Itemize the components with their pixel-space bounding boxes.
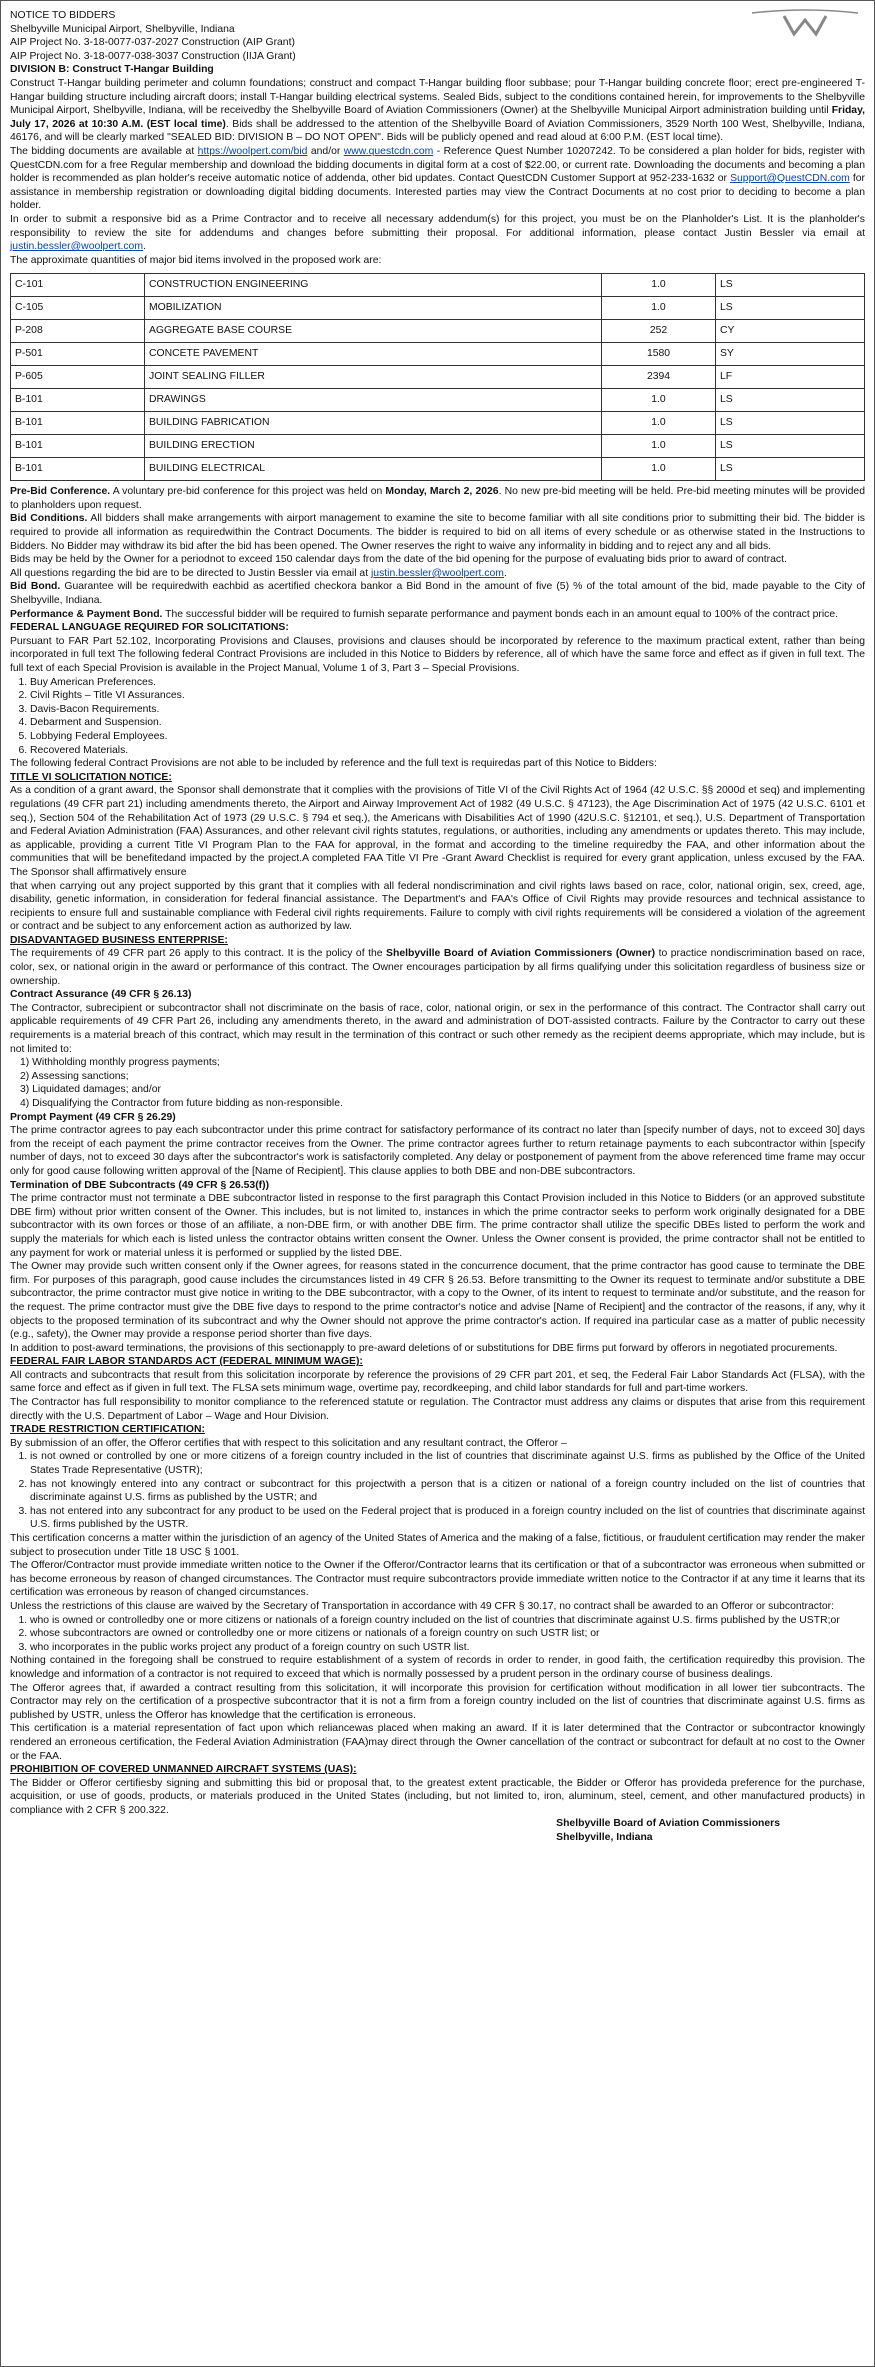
bid-hold-paragraph: Bids may be held by the Owner for a periodnot to exceed 150 calendar days from the date of the bid opening for the purpose of evaluating bids prior to award of contract. [10, 554, 787, 566]
bid-conditions-paragraph: Bid Conditions. All bidders shall make arrangements with airport management to examine the site to become familiar with all site conditions prior to submitting their bid. The bidder is required to provide all information as requiredwithin the Contract Documents. The bidder is required to bid on all items of every schedule or as otherwise stated in the Instructions to Bidders. No Bidder may withdraw its bid after the bid has been opened. The Owner reserves the right to waive any informality in bidding and to reject any and all bids. [10, 513, 865, 552]
questions-paragraph: All questions regarding the bid are to be directed to Justin Bessler via email at justin.bessler@woolpert.com. [10, 567, 507, 579]
item-description-cell: DRAWINGS [145, 389, 602, 412]
federal-paragraph-2: The following federal Contract Provisions are not able to be included by reference and the full text is requiredas part of this Notice to Bidders: [10, 758, 657, 770]
item-description-cell: CONSTRUCTION ENGINEERING [145, 274, 602, 297]
federal-heading: FEDERAL LANGUAGE REQUIRED FOR SOLICITATIONS: [10, 622, 289, 634]
intro-paragraph-3: In order to submit a responsive bid as a Prime Contractor and to receive all necessary addendum(s) for this project, you must be on the Planholder's List. It is the planholder's responsibility to review the site for addendums and changes before submitting their proposal. For additional information, please contact Justin Bessler via email at justin.bessler@woolpert.com. [10, 213, 865, 253]
item-unit-cell: LF [716, 366, 865, 389]
contract-assurance-paragraph: The Contractor, subrecipient or subcontractor shall not discriminate on the basis of race, color, national origin, or sex in the performance of this contract. The Contractor shall carry out applicable requirements of 49 CFR Part 26, including any amendments thereto, in the award and administration of DOT-assisted contracts. Failure by the Contractor to carry out these requirements is a material breach of this contract, which may result in the termination of this contract or such other remedy as the recipient deems appropriate, which may include, but is not limited to: [10, 1002, 865, 1055]
termination-paragraph-2: The Owner may provide such written consent only if the Owner agrees, for reasons stated in the concurrence document, that the prime contractor has good cause to terminate the DBE firm. For purposes of this paragraph, good cause includes the circumstances listed in 49 CFR § 26.53. Before transmitting to the Owner its request to terminate and/or substitute a DBE subcontractor, the prime contractor must give notice in writing to the DBE subcontractor, with a copy to the Owner, of its intent to request to terminate and/or substitute, and the reason for the request. The prime contractor must give the DBE five days to respond to the prime contractor's notice and advise [Name of Recipient] and the contractor of the reasons, if any, why it objects to the proposed termination of its subcontract and why the Owner should not approve the prime contractor's action. If required ina particular case as a matter of public necessity (e.g., safety), the Owner may provide a response period shorter than five days. [10, 1261, 865, 1341]
list-item: 3. Davis-Bacon Requirements. [30, 703, 865, 717]
trade-certification-list [10, 1450, 865, 1532]
trade-paragraph-2: This certification concerns a matter within the jurisdiction of an agency of the United States of America and the making of a false, fictitious, or fraudulent certification may render the maker subject to prosecution under Title 18 USC § 1001. [10, 1533, 865, 1558]
termination-heading: Termination of DBE Subcontracts (49 CFR § 26.53(f)) [10, 1179, 270, 1191]
list-item: 1. is not owned or controlled by one or more citizens of a foreign country included in the list of countries that discriminate against U.S. firms as published by the Office of the United States Trade Representative (USTR); [30, 1450, 865, 1477]
header-title: NOTICE TO BIDDERS [10, 10, 116, 21]
item-description-cell: BUILDING ELECTRICAL [145, 458, 602, 481]
table-row [11, 458, 865, 481]
header-location: Shelbyville Municipal Airport, Shelbyville, Indiana [10, 23, 235, 35]
prebid-paragraph: Pre-Bid Conference. A voluntary pre-bid conference for this project was held on Monday, March 2, 2026. No new pre-bid meeting will be held. Pre-bid meeting minutes will be provided to planholders upon request. [10, 486, 865, 511]
questcdn-link[interactable]: www.questcdn.com [343, 145, 434, 157]
trade-paragraph-5: Nothing contained in the foregoing shall be construed to require establishment of a system of records in order to render, in good faith, the certification requiredby this provision. The knowledge and information of a contractor is not required to exceed that which is normally possessed by a prudent person in the ordinary course of business dealings. [10, 1655, 865, 1680]
table-row [11, 343, 865, 366]
item-description-cell: AGGREGATE BASE COURSE [145, 320, 602, 343]
bid-bond-paragraph: Bid Bond. Guarantee will be requiredwith eachbid as acertified checkora bankor a Bid Bond in the amount of five (5) % of the total amount of the bid, made payable to the City of Shelbyville, Indiana. [10, 581, 866, 607]
table-row [11, 435, 865, 458]
title-vi-paragraph-2: that when carrying out any project supported by this grant that it complies with all federal nondiscrimination and civil rights laws based on race, color, national origin, sex, creed, age, disability, genetic information, in consideration for federal financial assistance. The Department's and FAA's Office of Civil Rights may provide resources and technical assistance to recipients to ensure full and sustainable compliance with Federal civil rights requirements. Failure to comply with civil rights requirements will be considered a violation of the agreement or contract and be subject to any enforcement action as authorized by law. [10, 880, 865, 933]
item-code-cell: C-105 [11, 297, 145, 320]
intro-paragraph-1: Construct T-Hangar building perimeter and column foundations; construct and compact T-Hangar building floor subbase; pour T-Hangar building concrete floor; erect pre-engineered T-Hangar building structure including aircraft doors; install T-Hangar building electrical systems. Sealed Bids, subject to the conditions contained herein, for improvements to the Shelbyville Municipal Airport, Shelbyville, Indiana, will be receivedby the Shelbyville Board of Aviation Commissioners (Owner) at the Shelbyville Municipal Airport administration building until Friday, July 17, 2026 at 10:30 A.M. (EST local time). Bids shall be addressed to the attention of the Shelbyville Board of Aviation Commissioners, 3529 North 100 West, Shelbyville, Indiana, 46176, and will be clearly marked "SEALED BID: DIVISION B – DO NOT OPEN". Bids will be publicly opened and read aloud at 6:00 P.M. (EST local time). [10, 77, 865, 144]
trade-paragraph-6: The Offeror agrees that, if awarded a contract resulting from this solicitation, it will incorporate this provision for certification without modification in all lower tier subcontracts. The Contractor may rely on the certification of a prospective subcontractor that it is not a firm from a foreign country included on the list of countries that discriminate against U.S. firms as published by USTR, unless the Offeror has knowledge that the certification is erroneous. [10, 1682, 865, 1721]
item-unit-cell: LS [716, 274, 865, 297]
item-code-cell: B-101 [11, 412, 145, 435]
trade-paragraph-7: This certification is a material representation of fact upon which reliancewas placed when making an award. If it is later determined that the Contractor or subcontractor knowingly rendered an erroneous certification, the Federal Aviation Administration (FAA)may direct through the Owner cancellation of the contract or subcontract for default at no cost to the Owner or the FAA. [10, 1723, 865, 1762]
item-description-cell: CONCETE PAVEMENT [145, 343, 602, 366]
item-quantity-cell: 1.0 [602, 274, 716, 297]
intro-paragraph-4: The approximate quantities of major bid items involved in the proposed work are: [10, 254, 382, 266]
uas-paragraph: The Bidder or Offeror certifiesby signing and submitting this bid or proposal that, to the greatest extent practicable, the Bidder or Offeror has provideda preference for the purchase, acquisition, or use of goods, products, or materials produced in the United States (including, but not limited to, iron, aluminum, steel, cement, and other manufactured products) in compliance with 2 CFR § 200.322. [10, 1777, 865, 1816]
item-quantity-cell: 2394 [602, 366, 716, 389]
questcdn-support-email[interactable]: Support@QuestCDN.com [730, 173, 850, 185]
flsa-paragraph-1: All contracts and subcontracts that result from this solicitation incorporate by reference the provisions of 29 CFR part 201, et seq, the Federal Fair Labor Standards Act (FLSA), with the same force and effect as if given in full text. The FLSA sets minimum wage, overtime pay, recordkeeping, and child labor standards for full and part-time workers. [10, 1369, 865, 1395]
item-description-cell: JOINT SEALING FILLER [145, 366, 602, 389]
item-quantity-cell: 1.0 [602, 389, 716, 412]
intro-paragraph-2: The bidding documents are available at https://woolpert.com/bid and/or www.questcdn.com - Reference Quest Number 10207242. To be considered a plan holder for bids, register with QuestCDN.com for a free Regular membership and download the bidding documents in digital form at a cost of $22.00, or current rate. Downloading the documents and becoming a plan holder is recommended as plan holder's receive automatic notice of addenda, other bid updates. Contact QuestCDN Customer Support at 952-233-1632 or Support@QuestCDN.com for assistance in membership registration or downloading digital bidding documents. Interested parties may view the Contract Documents at no cost prior to deciding to become a plan holder. [10, 145, 865, 212]
title-vi-paragraph-1: As a condition of a grant award, the Sponsor shall demonstrate that it complies with the provisions of Title VI of the Civil Rights Act of 1964 (42 U.S.C. §§ 2000d et seq) and implementing regulations (49 CFR part 21) including amendments thereto, the Airport and Airway Improvement Act of 1982 (49 U.S.C. § 47123), the Age Discrimination Act of 1975 (42 U.S.C. 6101 et seq.), Section 504 of the Rehabilitation Act of 1973 (29 U.S.C. § 794 et seq.), the Americans with Disabilities Act of 1990 (42U.S.C. §12101, et seq.), U.S. Department of Transportation and Federal Aviation Administration (FAA) Assurances, and other relevant civil rights statutes, regulations, or authorities, including any amendments or updates thereto. This may include, as applicable, providing a current Title VI Program Plan to the FAA for approval, in the format and according to the timeline requiredby the FAA, and other information about the communities that will be benefitedand impacted by the project.A completed FAA Title VI Pre -Grant Award Checklist is required for every grant application, unless excused by the FAA. The Sponsor shall affirmatively ensure [10, 785, 865, 878]
list-item: 2. has not knowingly entered into any contract or subcontract for this projectwith a person that is a citizen or national of a foreign country included on the list of countries that discriminate against U.S. firms as published by the USTR; and [30, 1478, 865, 1505]
performance-bond-paragraph: Performance & Payment Bond. The successful bidder will be required to furnish separate performance and payment bonds each in an amount equal to 100% of the contract price. [10, 608, 839, 620]
item-unit-cell: SY [716, 343, 865, 366]
trade-paragraph-1: By submission of an offer, the Offeror certifies that with respect to this solicitation and any resultant contract, the Offeror – [10, 1437, 567, 1449]
item-code-cell: C-101 [11, 274, 145, 297]
dbe-heading: DISADVANTAGED BUSINESS ENTERPRISE: [10, 934, 228, 946]
item-unit-cell: LS [716, 297, 865, 320]
list-item: 5. Lobbying Federal Employees. [30, 730, 865, 744]
header-project-2: AIP Project No. 3-18-0077-038-3037 Construction (IIJA Grant) [10, 50, 296, 62]
table-row [11, 320, 865, 343]
contact-email-link[interactable]: justin.bessler@woolpert.com [10, 241, 143, 253]
item-quantity-cell: 1.0 [602, 435, 716, 458]
woolpert-bid-link[interactable]: https://woolpert.com/bid [197, 145, 308, 157]
item-code-cell: P-605 [11, 366, 145, 389]
header-project-1: AIP Project No. 3-18-0077-037-2027 Construction (AIP Grant) [10, 37, 295, 49]
list-item: 4. Debarment and Suspension. [30, 716, 865, 730]
trade-heading: TRADE RESTRICTION CERTIFICATION: [10, 1424, 205, 1436]
termination-paragraph-1: The prime contractor must not terminate a DBE subcontractor listed in response to the first paragraph this Contact Provision included in this Notice to Bidders (or an approved substitute DBE firm) without prior written consent of the Owner. This includes, but is not limited to, instances in which the prime contractor seeks to perform work originally designated for a DBE subcontractor with its own forces or those of an affiliate, a non-DBE firm, or with another DBE firm. The prime contractor shall utilize the specific DBEs listed to perform the work and supply the materials for which each is listed unless the contractor obtains written consent the Owner. Unless the Owner consent is provided, the prime contractor shall not be entitled to any payment for work or material unless it is performed or supplied by the listed DBE. [10, 1193, 865, 1259]
item-quantity-cell: 1.0 [602, 458, 716, 481]
signature-block [10, 1817, 865, 1844]
list-item: 3) Liquidated damages; and/or [20, 1084, 161, 1096]
prompt-payment-paragraph: The prime contractor agrees to pay each subcontractor under this prime contract for satisfactory performance of its contract no later than [specify number of days, not to exceed 30] days from the receipt of each payment the prime contractor receives from the Owner. The prime contractor agrees further to return retainage payments to each subcontractor within [specify number of days, not to exceed 30 days after the subcontractor's work is satisfactorily completed. Any delay or postponement of payment from the above referenced time frame may occur only for good cause following written approval of the [Name of Recipient]. This clause applies to both DBE and non-DBE subcontractors. [10, 1125, 865, 1177]
termination-paragraph-3: In addition to post-award terminations, the provisions of this sectionapply to pre-award deletions of or substitutions for DBE firms put forward by offerors in negotiated procurements. [10, 1342, 838, 1354]
flsa-heading: FEDERAL FAIR LABOR STANDARDS ACT (FEDERAL MINIMUM WAGE): [10, 1356, 363, 1368]
signature-line-1: Shelbyville Board of Aviation Commissioners [556, 1818, 780, 1830]
questions-email-link[interactable]: justin.bessler@woolpert.com [370, 567, 504, 579]
item-quantity-cell: 1.0 [602, 297, 716, 320]
list-item: 4) Disqualifying the Contractor from future bidding as non-responsible. [20, 1098, 343, 1109]
remedies-list [10, 1056, 865, 1110]
item-unit-cell: LS [716, 412, 865, 435]
bid-items-table [10, 273, 865, 481]
item-unit-cell: LS [716, 458, 865, 481]
item-code-cell: B-101 [11, 458, 145, 481]
item-description-cell: BUILDING ERECTION [145, 435, 602, 458]
item-code-cell: B-101 [11, 435, 145, 458]
header [10, 9, 865, 77]
uas-heading: PROHIBITION OF COVERED UNMANNED AIRCRAFT SYSTEMS (UAS): [10, 1764, 357, 1776]
item-unit-cell: CY [716, 320, 865, 343]
item-description-cell: BUILDING FABRICATION [145, 412, 602, 435]
flsa-paragraph-2: The Contractor has full responsibility to monitor compliance to the referenced statute or regulation. The Contractor must address any claims or disputes that arise from this requirement directly with the U.S. Department of Labor – Wage and Hour Division. [10, 1397, 865, 1422]
item-description-cell: MOBILIZATION [145, 297, 602, 320]
division-title: DIVISION B: Construct T-Hangar Building [10, 64, 214, 76]
trade-restriction-list [10, 1614, 865, 1655]
table-row [11, 274, 865, 297]
list-item: 1) Withholding monthly progress payments; [20, 1057, 220, 1069]
prompt-payment-heading: Prompt Payment (49 CFR § 26.29) [10, 1111, 176, 1123]
contract-assurance-heading: Contract Assurance (49 CFR § 26.13) [10, 989, 192, 1001]
item-code-cell: B-101 [11, 389, 145, 412]
federal-provisions-list [10, 676, 865, 758]
list-item: 3. has not entered into any subcontract for any product to be used on the Federal project that is produced in a foreign country included on the list of countries that discriminate against U.S. firms published by the USTR. [30, 1505, 865, 1532]
table-row [11, 389, 865, 412]
signature-line-2: Shelbyville, Indiana [556, 1832, 653, 1844]
item-unit-cell: LS [716, 389, 865, 412]
table-row [11, 412, 865, 435]
item-quantity-cell: 252 [602, 320, 716, 343]
item-code-cell: P-501 [11, 343, 145, 366]
w-logo-icon [750, 7, 860, 37]
item-quantity-cell: 1580 [602, 343, 716, 366]
list-item: 2. whose subcontractors are owned or controlledby one or more citizens or nationals of a foreign country on such USTR list; or [30, 1627, 865, 1641]
item-unit-cell: LS [716, 435, 865, 458]
list-item: 2) Assessing sanctions; [20, 1070, 129, 1082]
trade-paragraph-4: Unless the restrictions of this clause are waived by the Secretary of Transportation in accordance with 49 CFR § 30.17, no contract shall be awarded to an Offeror or subcontractor: [10, 1600, 834, 1612]
trade-paragraph-3: The Offeror/Contractor must provide immediate written notice to the Owner if the Offeror/Contractor learns that its certification or that of a subcontractor was erroneous when submitted or has become erroneous by reason of changed circumstances. The Contractor must require subcontractors provide immediate written notice to the Contractor if at any time it learns that its certification was erroneous by reason of changed circumstances. [10, 1560, 865, 1599]
title-vi-heading: TITLE VI SOLICITATION NOTICE: [10, 771, 172, 783]
item-code-cell: P-208 [11, 320, 145, 343]
list-item: 3. who incorporates in the public works project any product of a foreign country on such USTR list. [30, 1641, 865, 1655]
item-quantity-cell: 1.0 [602, 412, 716, 435]
list-item: 1. Buy American Preferences. [30, 676, 865, 690]
list-item: 2. Civil Rights – Title VI Assurances. [30, 689, 865, 703]
list-item: 1. who is owned or controlledby one or more citizens or nationals of a foreign country included on the list of countries that discriminate against U.S. firms published by the USTR;or [30, 1614, 865, 1628]
table-row [11, 297, 865, 320]
list-item: 6. Recovered Materials. [30, 744, 865, 758]
dbe-paragraph-1: The requirements of 49 CFR part 26 apply to this contract. It is the policy of the Shelbyville Board of Aviation Commissioners (Owner) to practice nondiscrimination based on race, color, sex, or national origin in the award or performance of this contract. The Owner encourages participation by all firms qualifying under this solicitation regardless of business size or ownership. [10, 948, 865, 987]
table-row [11, 366, 865, 389]
federal-paragraph-1: Pursuant to FAR Part 52.102, Incorporating Provisions and Clauses, provisions and clauses should be incorporated by reference to the maximum practical extent, rather than being incorporated in full text The following federal Contract Provisions are included in this Notice to Bidders by reference, all of which have the same force and effect as if given in full text. The full text of each Special Provision is available in the Project Manual, Volume 1 of 3, Part 3 – Special Provisions. [10, 635, 865, 674]
